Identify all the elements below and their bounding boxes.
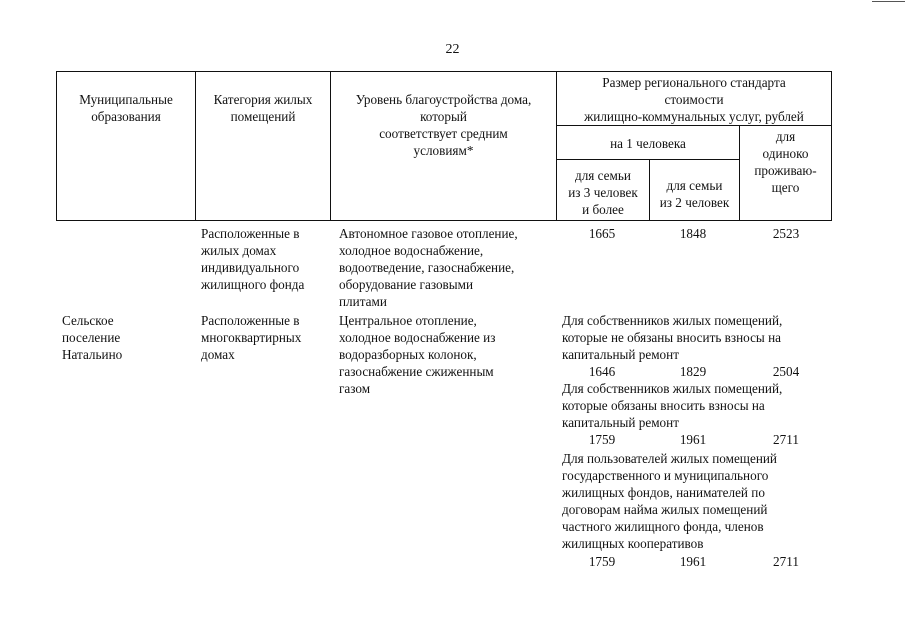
row1-value-single: 2523 [772,226,800,241]
group2-label: Для собственников жилых помещений, которые обязаны вносить взносы на капитальный ремонт [562,381,783,430]
group1-value-family3: 1646 [588,364,616,379]
row1-category: Расположенные в жилых домах индивидуального жилищного фонда [201,226,305,292]
group2-value-family2: 1961 [679,432,707,447]
scan-corner-mark [872,1,905,2]
header-top-border [56,71,832,72]
header-category: Категория жилых помещений [213,92,313,124]
header-border-right [831,71,832,221]
header-municipality: Муниципальные образования [79,92,173,124]
row1-value-family3: 1665 [588,226,616,241]
header-split-line [556,125,832,126]
page-number: 22 [445,42,460,57]
header-per-person-line [556,159,739,160]
row1-value-family2: 1848 [679,226,707,241]
header-single: для одиноко проживаю- щего [754,129,817,195]
header-per-person: на 1 человека [610,136,686,151]
header-standard: Размер регионального стандарта стоимости жилищно-коммунальных услуг, рублей [584,75,804,124]
group3-value-single: 2711 [773,554,799,569]
header-family-2: для семьи из 2 человек [659,178,730,210]
group1-value-family2: 1829 [679,364,707,379]
group2-value-family3: 1759 [588,432,616,447]
header-amenities: Уровень благоустройства дома, который соответствует средним условиям* [355,92,532,158]
group1-value-single: 2504 [772,364,800,379]
header-family-3: для семьи из 3 человек и более [568,168,638,217]
row2-municipality: Сельское поселение Натальино [62,313,123,362]
group1-label: Для собственников жилых помещений, которые не обязаны вносить взносы на капитальный ремонт [562,313,783,362]
row1-amenities: Автономное газовое отопление, холодное водоснабжение, водоотведение, газоснабжение, оборудование газовыми плитами [339,226,518,309]
row2-amenities: Центральное отопление, холодное водоснабжение из водоразборных колонок, газоснабжение сжиженным газом [339,313,496,396]
group3-value-family3: 1759 [588,554,616,569]
group2-value-single: 2711 [773,432,799,447]
group3-value-family2: 1961 [679,554,707,569]
group3-label: Для пользователей жилых помещений государственного и муниципального жилищных фондов, нанимателей по договорам найма жилых помещений частного жилищного фонда, членов жилищных кооперативов [562,451,777,551]
row2-category: Расположенные в многоквартирных домах [201,313,302,362]
header-bottom-border [56,220,832,221]
